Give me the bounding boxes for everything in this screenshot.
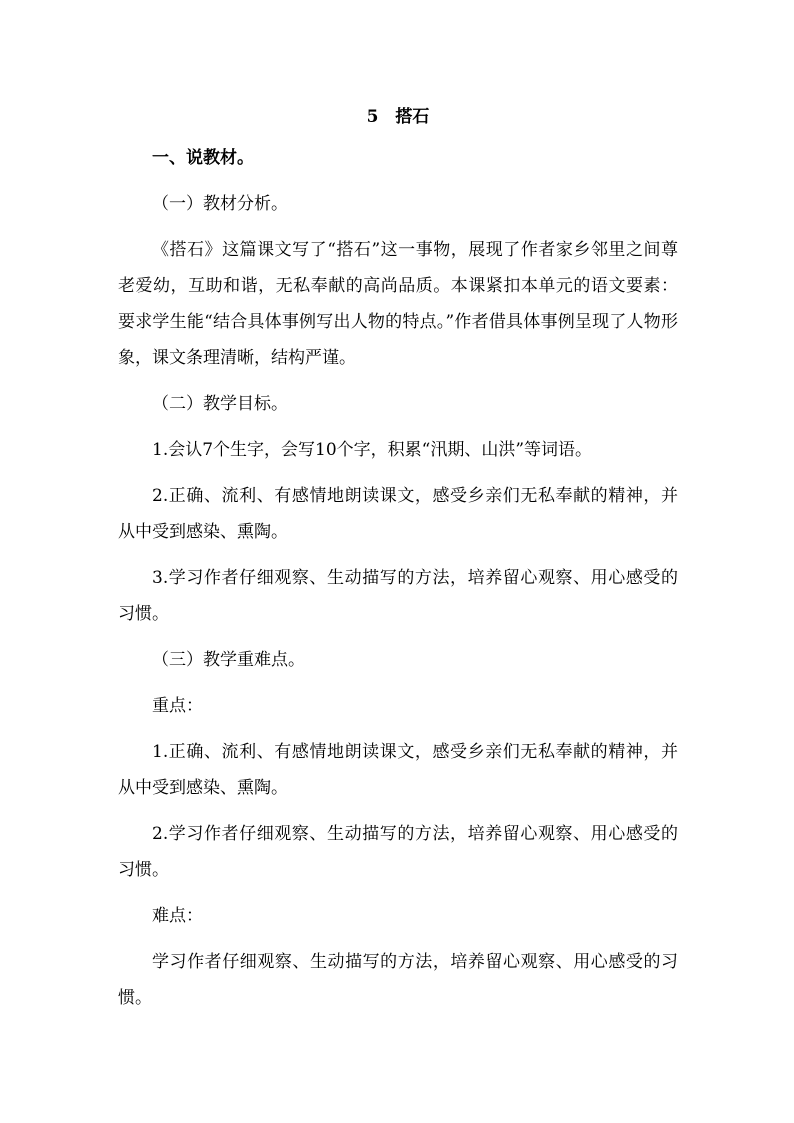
goal-item-2: 2.正确、流利、有感情地朗读课文，感受乡亲们无私奉献的精神，并从中受到感染、熏陶。: [118, 486, 678, 542]
document-body: [118, 98, 678, 1016]
paragraph-material-analysis: 《搭石》这篇课文写了“搭石”这一事物，展现了作者家乡邻里之间尊老爱幼，互助和谐，无私奉献的高尚品质。本课紧扣本单元的语文要素：要求学生能“结合具体事例写出人物的特点。”作者借具体事例呈现了人物形象，课文条理清晰，结构严谨。: [118, 240, 678, 368]
goal-item-3: 3.学习作者仔细观察、生动描写的方法，培养留心观察、用心感受的习惯。: [118, 568, 678, 624]
subheading-key-difficult-points: （三）教学重难点。: [152, 650, 305, 670]
lesson-title: 5 搭石: [366, 107, 430, 127]
key-point-2: 2.学习作者仔细观察、生动描写的方法，培养留心观察、用心感受的习惯。: [118, 824, 678, 880]
key-point-1: 1.正确、流利、有感情地朗读课文，感受乡亲们无私奉献的精神，并从中受到感染、熏陶。: [118, 742, 678, 798]
subheading-teaching-goals: （二）教学目标。: [152, 394, 288, 414]
difficult-point-1: 学习作者仔细观察、生动描写的方法，培养留心观察、用心感受的习惯。: [118, 952, 678, 1008]
subheading-material-analysis: （一）教材分析。: [152, 194, 288, 214]
difficult-points-label: 难点：: [152, 906, 203, 926]
key-points-label: 重点：: [152, 696, 203, 716]
section-heading-teaching-material: 一、说教材。: [152, 148, 254, 168]
goal-item-1: 1.会认7个生字，会写10个字，积累“汛期、山洪”等词语。: [152, 440, 593, 460]
